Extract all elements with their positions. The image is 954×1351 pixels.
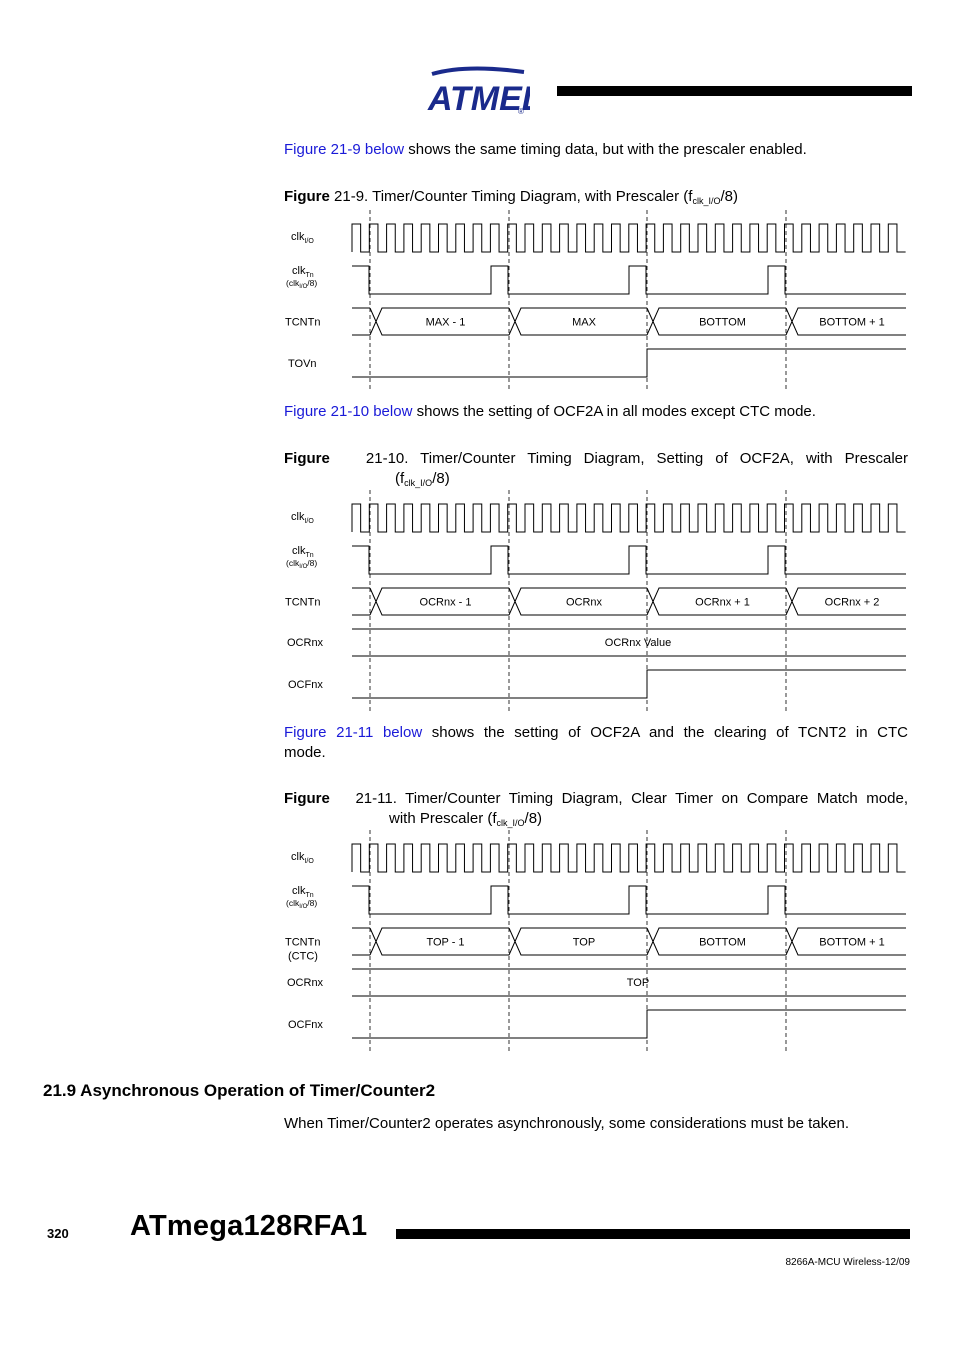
fig3-caption2: with Prescaler (f (389, 810, 497, 827)
fig3-caption-sub: clk_I/O (496, 818, 525, 828)
clk-tn-label: clk$_{Tn}$ (292, 265, 314, 279)
footer-title: ATmega128RFA1 (130, 1210, 368, 1242)
tcnt-ctc-label: (CTC) (288, 950, 318, 963)
tcnt-value-3: OCRnx + 2 (824, 596, 880, 609)
para3-text2: mode. (284, 744, 326, 761)
section-body: When Timer/Counter2 operates asynchronously, some considerations must be taken. (284, 1115, 850, 1132)
link-figure-21-11[interactable]: Figure 21-11 below (284, 724, 423, 741)
fig1-num: 21-9. (329, 188, 369, 205)
clk-io-label: clk$_{I/O}$ (291, 231, 314, 245)
flag-label: OCFnx (288, 679, 323, 691)
para2-text: shows the setting of OCF2A in all modes except CTC mode. (412, 403, 816, 420)
link-figure-21-10[interactable]: Figure 21-10 below (284, 403, 413, 420)
tcnt-value-2: OCRnx + 1 (695, 596, 750, 609)
fig2-caption-text: Timer/Counter Timing Diagram, Setting of OCF2A, with Prescaler (408, 450, 908, 467)
fig2-caption-sub: clk_I/O (404, 478, 433, 488)
tcnt-value-1: TOP (572, 936, 596, 949)
doc-reference: 8266A-MCU Wireless-12/09 (785, 1257, 910, 1268)
para1-text: shows the same timing data, but with the prescaler enabled. (404, 141, 807, 158)
tcnt-value-3: BOTTOM + 1 (819, 936, 885, 949)
clk-io-waveform (352, 844, 906, 872)
clk-tn-note: (clk$_{I/O}$/8) (286, 558, 318, 570)
logo-text: ATME (428, 80, 522, 116)
clk-io-label: clk$_{I/O}$ (291, 851, 314, 865)
ocr-value: OCRnx Value (604, 637, 672, 649)
fig1-caption-sub: clk_I/O (692, 196, 721, 206)
ocr-label: OCRnx (287, 637, 324, 649)
para3-text: shows the setting of OCF2A and the clearing of TCNT2 in CTC (422, 724, 909, 741)
ocr-value: TOP (626, 977, 650, 989)
fig2-caption2: (f (395, 470, 405, 487)
footer-bar (396, 1229, 910, 1239)
flag-label: OCFnx (288, 1019, 323, 1031)
clk-tn-note: (clk$_{I/O}$/8) (286, 278, 318, 290)
tcnt-value-0: OCRnx - 1 (419, 596, 472, 609)
flag-waveform (352, 1010, 906, 1038)
page-number: 320 (47, 1226, 69, 1241)
tcnt-label: TCNTn (285, 596, 321, 609)
clk-tn-label: clk$_{Tn}$ (292, 885, 314, 899)
tcnt-value-2: BOTTOM (699, 316, 746, 329)
fig3-caption-text: Timer/Counter Timing Diagram, Clear Timer on Compare Match mode, (396, 790, 908, 807)
fig1-label: Figure (284, 188, 330, 205)
logo-registered-mark: ® (518, 107, 524, 116)
tcnt-label: TCNTn (285, 316, 321, 329)
clk-tn-waveform (352, 886, 906, 914)
tcnt-value-3: BOTTOM + 1 (819, 316, 885, 329)
fig2-label: Figure (284, 450, 330, 467)
tcnt-value-2: BOTTOM (699, 936, 746, 949)
flag-label: TOVn (288, 358, 317, 370)
link-figure-21-9[interactable]: Figure 21-9 below (284, 141, 405, 158)
clk-tn-label: clk$_{Tn}$ (292, 545, 314, 559)
clk-tn-note: (clk$_{I/O}$/8) (286, 898, 318, 910)
ocr-label: OCRnx (287, 977, 324, 989)
fig3-caption-end: /8) (524, 810, 543, 827)
tcnt-value-1: MAX (572, 316, 596, 329)
fig1-caption-text: Timer/Counter Timing Diagram, with Prescaler (f (368, 188, 693, 205)
fig3-num: 21-11. (346, 790, 397, 807)
fig2-num: 21-10. (353, 450, 409, 467)
tcnt-value-0: TOP - 1 (426, 936, 465, 949)
fig2-caption-end: /8) (432, 470, 450, 487)
fig3-label: Figure (284, 790, 330, 807)
clk-io-label: clk$_{I/O}$ (291, 511, 314, 525)
tcnt-value-1: OCRnx (565, 596, 603, 609)
tcnt-label: TCNTn (285, 936, 321, 949)
tcnt-value-0: MAX - 1 (425, 316, 466, 329)
fig1-caption-end: /8) (720, 188, 738, 205)
section-heading: 21.9 Asynchronous Operation of Timer/Counter2 (43, 1081, 436, 1100)
